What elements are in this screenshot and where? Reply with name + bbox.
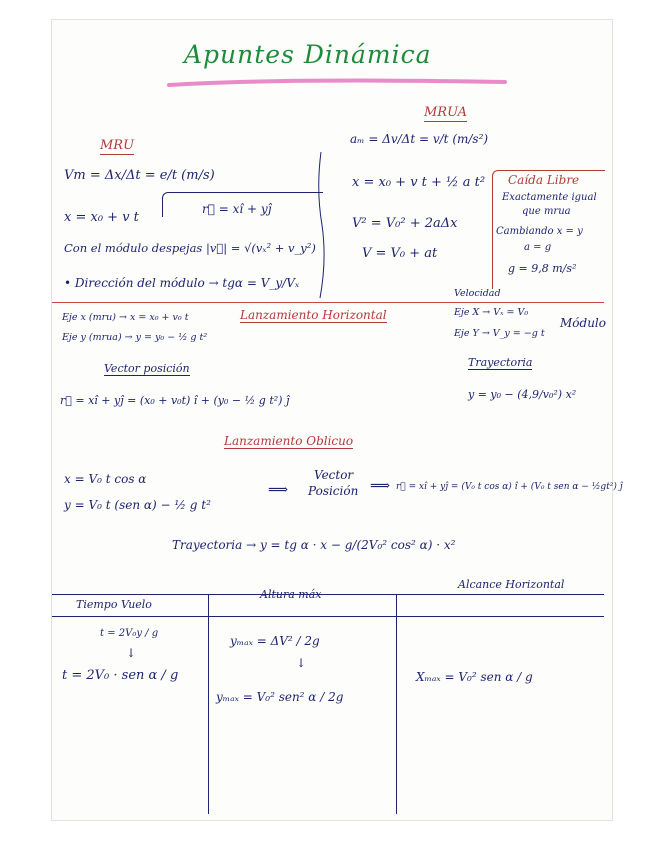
oblicuo-arrow-2: ⟹ xyxy=(370,478,391,494)
horizontal-eje-y: Eje y (mrua) → y = y₀ − ½ g t² xyxy=(62,332,208,343)
caida-libre-line4: a = g xyxy=(524,242,552,253)
tiempo-main-formula: t = 2V₀ · sen α / g xyxy=(62,668,179,683)
oblicuo-x: x = V₀ t cos α xyxy=(64,472,147,486)
oblicuo-posicion-label: Posición xyxy=(308,484,359,498)
caida-libre-line2: que mrua xyxy=(522,206,571,217)
mru-mrua-divider xyxy=(314,150,328,300)
section-divider-1 xyxy=(52,302,604,303)
table-header-line xyxy=(52,616,604,617)
mrua-v-formula: V = V₀ + at xyxy=(362,246,438,261)
table-col-divider-1 xyxy=(208,594,209,814)
oblicuo-arrow-1: ⟹ xyxy=(268,482,289,498)
caida-libre-heading: Caída Libre xyxy=(508,173,580,187)
velocidad-modulo: Módulo xyxy=(560,316,606,330)
oblicuo-trayectoria: Trayectoria → y = tg α · x − g/(2V₀² cos² α) · x² xyxy=(172,538,456,552)
page-title: Apuntes Dinámica xyxy=(184,40,432,69)
mrua-heading: MRUA xyxy=(424,105,468,120)
table-header-altura: Altura máx xyxy=(260,588,322,601)
mru-modulo-note: Con el módulo despejas |v⃗| = √(vₓ² + v_y²) xyxy=(64,241,316,255)
vector-posicion-heading: Vector posición xyxy=(104,362,190,375)
velocidad-eje-x: Eje X → Vₓ = V₀ xyxy=(454,307,529,318)
altura-formula-2: yₘₐₓ = V₀² sen² α / 2g xyxy=(216,690,344,704)
horizontal-heading: Lanzamiento Horizontal xyxy=(240,308,387,322)
trayectoria-formula: y = y₀ − (4,9/v₀²) x² xyxy=(468,388,577,401)
mru-direccion-note: • Dirección del módulo → tgα = V_y/Vₓ xyxy=(64,276,300,290)
trayectoria-heading: Trayectoria xyxy=(468,356,533,369)
velocidad-eje-y: Eje Y → V_y = −g t xyxy=(454,328,545,339)
oblicuo-vector-label: Vector xyxy=(314,468,354,482)
table-top-line xyxy=(52,594,604,595)
vector-posicion-formula: r⃗ = xî + yĵ = (x₀ + v₀t) î + (y₀ − ½ g t²) ĵ xyxy=(60,394,290,407)
tiempo-small-formula: t = 2V₀y / g xyxy=(100,628,159,639)
alcance-formula: Xₘₐₓ = V₀² sen α / g xyxy=(416,670,533,684)
altura-arrow: ↓ xyxy=(296,656,307,670)
mru-heading: MRU xyxy=(100,138,135,153)
caida-libre-line1: Exactamente igual xyxy=(502,192,597,203)
altura-formula-1: yₘₐₓ = ΔV² / 2g xyxy=(230,634,320,648)
oblicuo-y: y = V₀ t (sen α) − ½ g t² xyxy=(64,498,211,512)
oblicuo-heading: Lanzamiento Oblicuo xyxy=(224,434,354,448)
table-header-alcance: Alcance Horizontal xyxy=(458,578,565,591)
horizontal-eje-x: Eje x (mru) → x = x₀ + v₀ t xyxy=(62,312,189,323)
caida-libre-line5: g = 9,8 m/s² xyxy=(508,262,577,275)
table-col-divider-2 xyxy=(396,594,397,814)
mrua-x-formula: x = x₀ + v t + ½ a t² xyxy=(352,175,486,190)
mru-r-formula: r⃗ = xî + yĵ xyxy=(202,202,272,216)
mru-x-formula: x = x₀ + v t xyxy=(64,210,139,225)
title-highlight xyxy=(167,76,507,90)
oblicuo-r-formula: r⃗ = xî + yĵ = (V₀ t cos α) î + (V₀ t sen α − ½gt²) ĵ xyxy=(396,482,623,492)
mrua-am-formula: aₘ = Δv/Δt = v/t (m/s²) xyxy=(350,132,489,146)
tiempo-arrow: ↓ xyxy=(126,646,137,660)
caida-libre-line3: Cambiando x = y xyxy=(496,226,583,237)
mrua-v2-formula: V² = V₀² + 2aΔx xyxy=(352,216,458,231)
mru-vm-formula: Vm = Δx/Δt = e/t (m/s) xyxy=(64,168,215,183)
notebook-page xyxy=(52,20,623,820)
velocidad-heading: Velocidad xyxy=(454,288,501,299)
table-header-tiempo: Tiempo Vuelo xyxy=(76,598,152,611)
